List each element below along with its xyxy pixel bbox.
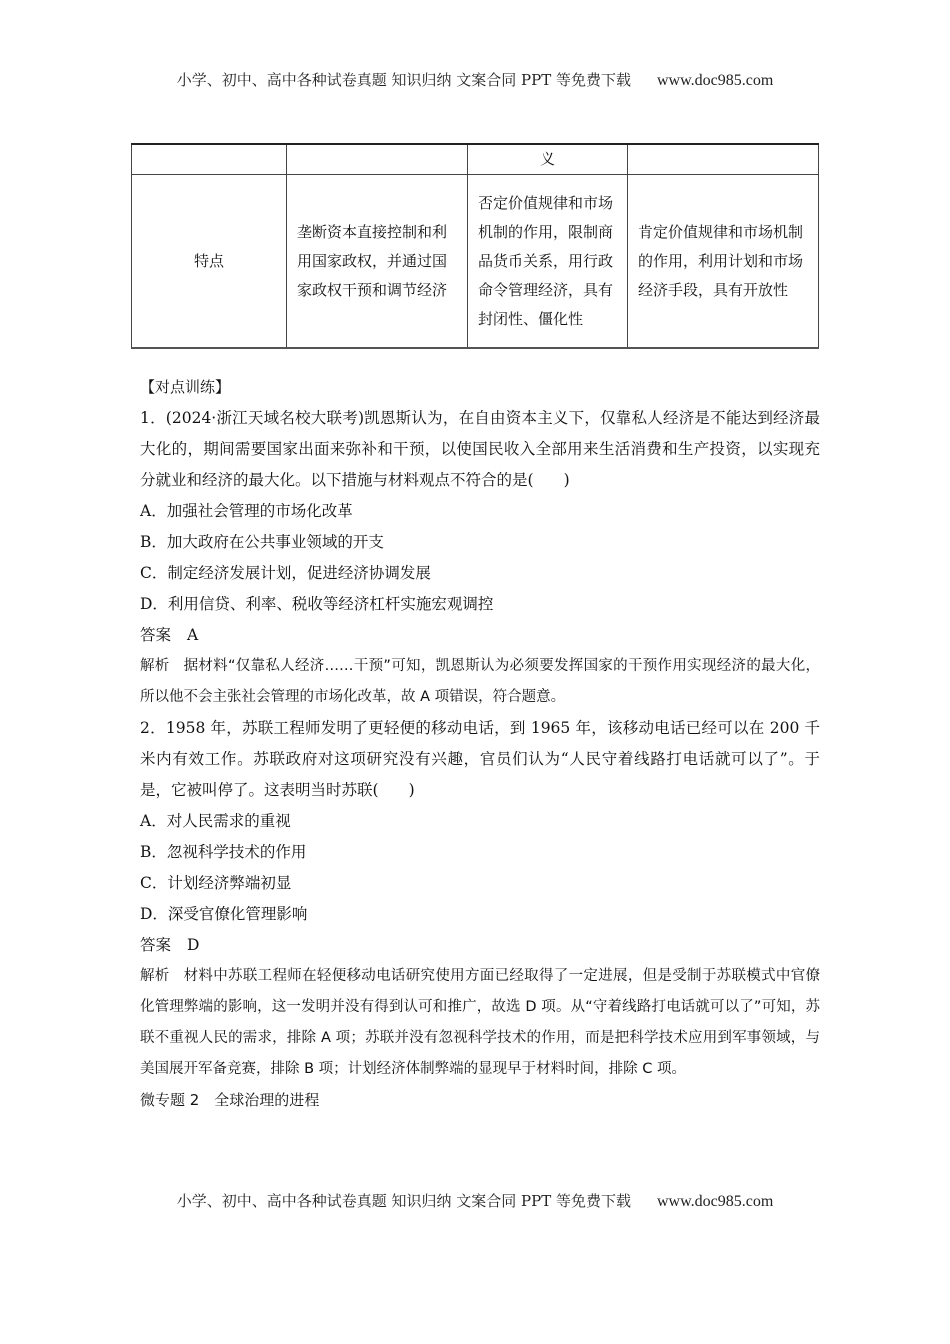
table-cell	[628, 144, 819, 175]
table-cell: 否定价值规律和市场机制的作用，限制商品货币关系，用行政命令管理经济，具有封闭性、僵化性	[468, 175, 628, 349]
q2-analysis: 解析 材料中苏联工程师在轻便移动电话研究使用方面已经取得了一定进展，但是受制于苏联模式中官僚化管理弊端的影响，这一发明并没有得到认可和推广，故选 D 项。从“守着线路打电话就可以了”可知，苏联不重视人民的需求，排除 A 项；苏联并没有忽视科学技术的作用，而是把科学技术应用到军事领域，与美国展开军备竞赛，排除 B 项；计划经济体制弊端的显现早于材料时间，排除 C 项。	[140, 968, 821, 1077]
question-1-stem: 1．(2024·浙江天域名校大联考)凯恩斯认为，在自由资本主义下，仅靠私人经济是不能达到经济最大化的，期间需要国家出面来弥补和干预，以使国民收入全部用来生活消费和生产投资，以实现充分就业和经济的最大化。以下措施与材料观点不符合的是( )	[140, 409, 820, 489]
table-cell: 垄断资本直接控制和利用国家政权，并通过国家政权干预和调节经济	[287, 175, 468, 349]
q2-option-c: C．计划经济弊端初显	[140, 874, 292, 892]
page-footer	[0, 1190, 950, 1211]
q2-option-b: B．忽视科学技术的作用	[140, 843, 307, 861]
q1-option-b: B．加大政府在公共事业领域的开支	[140, 533, 384, 551]
table-cell	[132, 144, 287, 175]
q2-answer: 答案 D	[140, 936, 200, 954]
next-section-title: 微专题 2 全球治理的进程	[140, 1091, 320, 1109]
q1-option-a: A．加强社会管理的市场化改革	[140, 502, 353, 520]
table-cell	[287, 144, 468, 175]
question-2-stem: 2．1958 年，苏联工程师发明了更轻便的移动电话，到 1965 年，该移动电话已经可以在 200 千米内有效工作。苏联政府对这项研究没有兴趣，官员们认为“人民守着线路打电话就可以了”。于是，它被叫停了。这表明当时苏联( )	[140, 719, 820, 799]
table-cell: 义	[468, 144, 628, 175]
comparison-table	[131, 143, 819, 349]
header-text: 小学、初中、高中各种试卷真题 知识归纳 文案合同 PPT 等免费下载	[176, 71, 631, 89]
q1-answer: 答案 A	[140, 626, 199, 644]
footer-site-link[interactable]: www.doc985.com	[656, 1193, 774, 1210]
practice-title: 【对点训练】	[140, 378, 231, 396]
q1-option-d: D．利用信贷、利率、税收等经济杠杆实施宏观调控	[140, 595, 494, 613]
q1-option-c: C．制定经济发展计划，促进经济协调发展	[140, 564, 431, 582]
practice-section	[140, 372, 820, 1116]
q2-option-d: D．深受官僚化管理影响	[140, 905, 308, 923]
q2-option-a: A．对人民需求的重视	[140, 812, 291, 830]
header-site-link[interactable]: www.doc985.com	[656, 72, 774, 89]
page-header	[0, 69, 950, 90]
table-row	[132, 144, 819, 175]
q1-analysis: 解析 据材料“仅靠私人经济……干预”可知，凯恩斯认为必须要发挥国家的干预作用实现经济的最大化，所以他不会主张社会管理的市场化改革，故 A 项错误，符合题意。	[140, 658, 820, 705]
table-cell: 肯定价值规律和市场机制的作用，利用计划和市场经济手段，具有开放性	[628, 175, 819, 349]
row-label-features: 特点	[132, 175, 287, 349]
table-row	[132, 175, 819, 349]
footer-text: 小学、初中、高中各种试卷真题 知识归纳 文案合同 PPT 等免费下载	[176, 1192, 631, 1210]
